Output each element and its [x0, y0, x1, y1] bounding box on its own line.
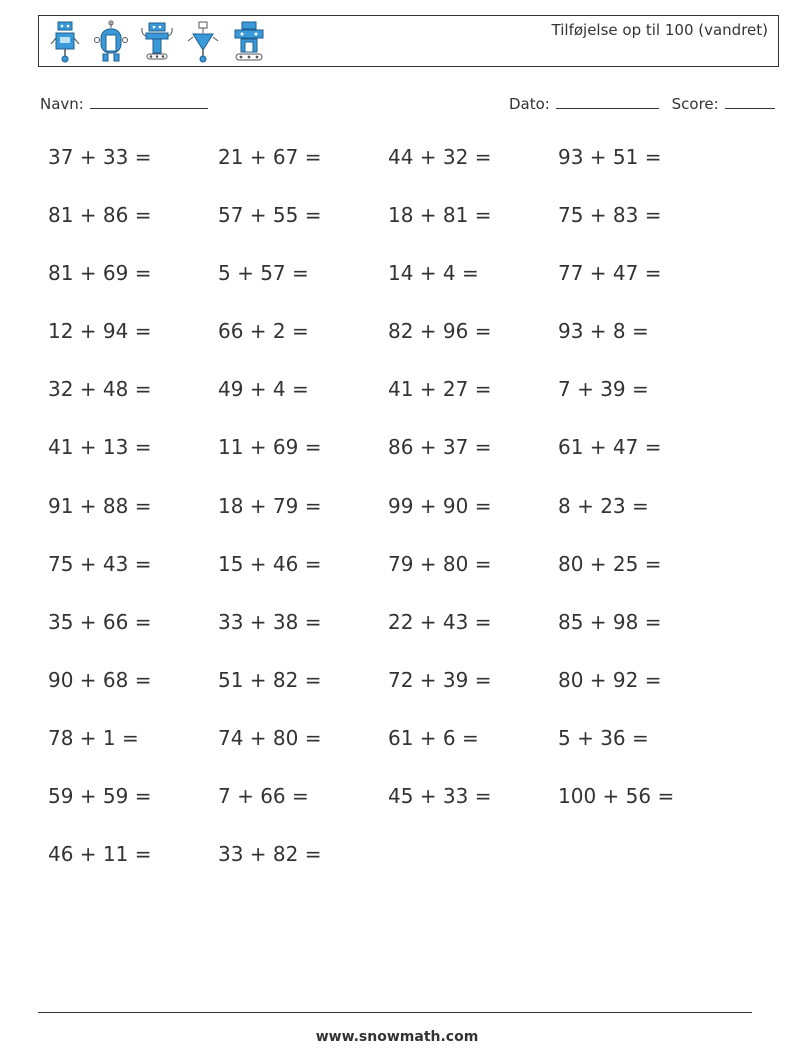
- robot-icons: [47, 20, 267, 64]
- problem-item: 61 + 6 =: [388, 725, 479, 750]
- problem-item: 86 + 37 =: [388, 435, 492, 460]
- robot-icon: [139, 20, 175, 64]
- date-label: Dato:: [509, 95, 550, 113]
- problem-item: 81 + 86 =: [48, 203, 152, 228]
- problem-item: 5 + 36 =: [558, 725, 649, 750]
- score-blank: [725, 94, 775, 109]
- date-blank: [556, 94, 659, 109]
- problem-item: 79 + 80 =: [388, 551, 492, 576]
- problem-item: 21 + 67 =: [218, 145, 322, 169]
- problem-item: 7 + 39 =: [558, 377, 649, 402]
- problem-grid: [48, 145, 728, 900]
- problem-item: 5 + 57 =: [218, 261, 309, 286]
- problem-item: 41 + 13 =: [48, 435, 152, 460]
- problem-item: 18 + 81 =: [388, 203, 492, 228]
- problem-item: 35 + 66 =: [48, 609, 152, 634]
- problem-item: 91 + 88 =: [48, 493, 152, 518]
- score-label: Score:: [671, 95, 719, 113]
- robot-icon: [47, 20, 83, 64]
- problem-item: 66 + 2 =: [218, 319, 309, 344]
- problem-item: 15 + 46 =: [218, 551, 322, 576]
- problem-item: 61 + 47 =: [558, 435, 662, 460]
- problem-item: 99 + 90 =: [388, 493, 492, 518]
- problem-row: [48, 319, 728, 377]
- name-field: [40, 94, 208, 113]
- problem-item: 74 + 80 =: [218, 725, 322, 750]
- problem-item: 46 + 11 =: [48, 842, 152, 867]
- problem-item: 12 + 94 =: [48, 319, 152, 344]
- problem-row: [48, 261, 728, 319]
- problem-item: 93 + 8 =: [558, 319, 649, 344]
- problem-item: 49 + 4 =: [218, 377, 309, 402]
- problem-item: 11 + 69 =: [218, 435, 322, 460]
- problem-item: 75 + 43 =: [48, 551, 152, 576]
- problem-item: 75 + 83 =: [558, 203, 662, 228]
- problem-item: 41 + 27 =: [388, 377, 492, 402]
- problem-row: [48, 668, 728, 726]
- footer-url: www.snowmath.com: [315, 1029, 479, 1045]
- problem-item: 85 + 98 =: [558, 609, 662, 634]
- problem-item: 14 + 4 =: [388, 261, 479, 286]
- robot-icon: [185, 20, 221, 64]
- problem-item: 33 + 38 =: [218, 609, 322, 634]
- problem-item: 80 + 25 =: [558, 551, 662, 576]
- problem-item: 59 + 59 =: [48, 784, 152, 809]
- robot-icon: [231, 20, 267, 64]
- name-blank: [90, 94, 208, 109]
- problem-row: [48, 842, 728, 900]
- problem-item: 57 + 55 =: [218, 203, 322, 228]
- problem-item: 44 + 32 =: [388, 145, 492, 169]
- problem-row: [48, 494, 728, 552]
- problem-item: 22 + 43 =: [388, 609, 492, 634]
- problem-item: 18 + 79 =: [218, 493, 322, 518]
- problem-item: 51 + 82 =: [218, 667, 322, 692]
- problem-row: [48, 726, 728, 784]
- problem-row: [48, 377, 728, 435]
- problem-item: 45 + 33 =: [388, 784, 492, 809]
- worksheet-title: Tilføjelse op til 100 (vandret): [551, 21, 768, 39]
- problem-item: 7 + 66 =: [218, 784, 309, 809]
- problem-item: 37 + 33 =: [48, 145, 152, 169]
- problem-item: 77 + 47 =: [558, 261, 662, 286]
- problem-row: [48, 552, 728, 610]
- robot-icon: [93, 20, 129, 64]
- problem-item: 90 + 68 =: [48, 667, 152, 692]
- problem-item: 81 + 69 =: [48, 261, 152, 286]
- problem-item: 93 + 51 =: [558, 145, 662, 169]
- footer-divider: [38, 1012, 752, 1013]
- problem-item: 80 + 92 =: [558, 667, 662, 692]
- problem-item: 82 + 96 =: [388, 319, 492, 344]
- date-score-field: [509, 94, 775, 113]
- name-label: Navn:: [40, 95, 84, 113]
- worksheet-header: [38, 15, 779, 67]
- problem-row: [48, 610, 728, 668]
- problem-item: 8 + 23 =: [558, 493, 649, 518]
- problem-row: [48, 435, 728, 493]
- problem-item: 72 + 39 =: [388, 667, 492, 692]
- problem-item: 33 + 82 =: [218, 842, 322, 867]
- problem-item: 100 + 56 =: [558, 784, 675, 809]
- problem-item: 78 + 1 =: [48, 725, 139, 750]
- problem-row: [48, 145, 728, 203]
- problem-row: [48, 784, 728, 842]
- problem-item: 32 + 48 =: [48, 377, 152, 402]
- problem-row: [48, 203, 728, 261]
